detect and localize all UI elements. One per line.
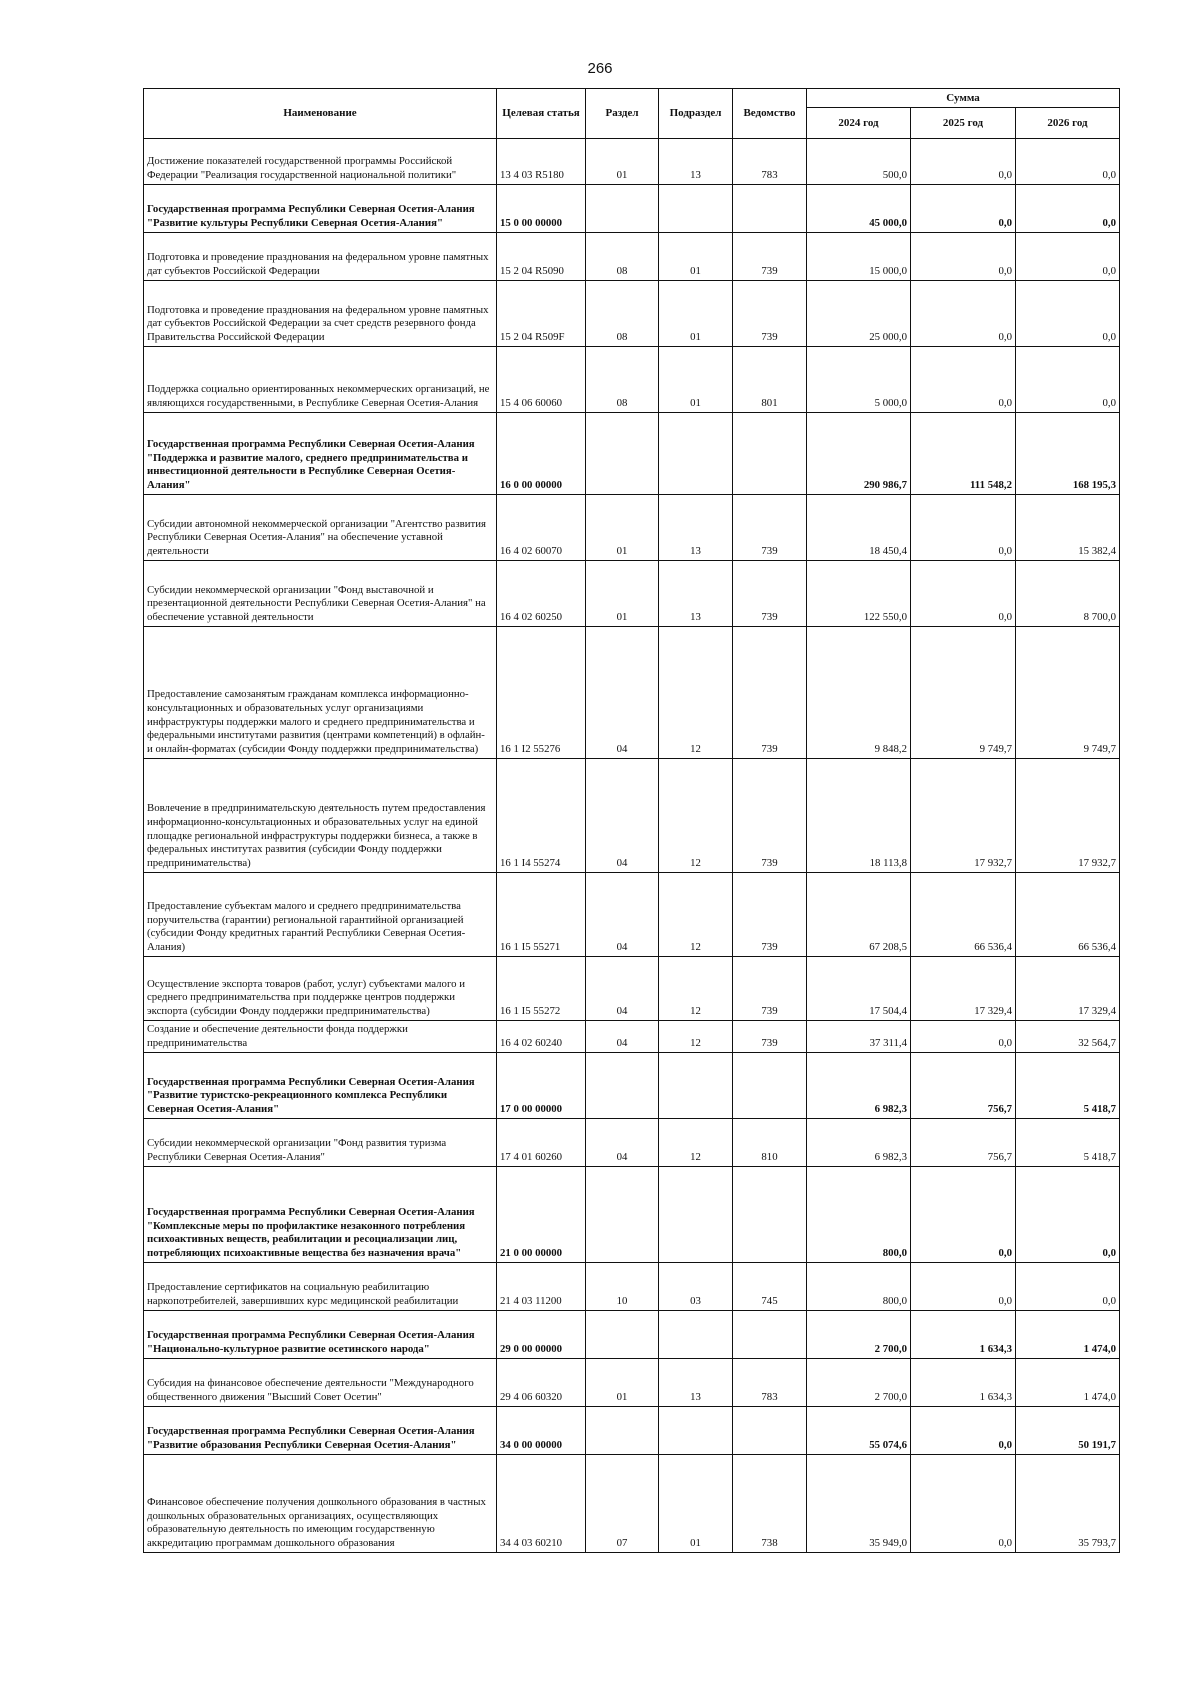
- row-amount-2026: 0,0: [1016, 233, 1120, 281]
- row-amount-2026: 0,0: [1016, 281, 1120, 347]
- row-amount-2026: 0,0: [1016, 1263, 1120, 1311]
- table-row: [144, 185, 1120, 233]
- row-department: [733, 1167, 807, 1263]
- row-department: 801: [733, 347, 807, 413]
- table-row: [144, 139, 1120, 185]
- row-amount-2026: 17 329,4: [1016, 957, 1120, 1021]
- row-subsection: 03: [659, 1263, 733, 1311]
- table-row: [144, 1167, 1120, 1263]
- row-name: Государственная программа Республики Северная Осетия-Алания "Национально-культурное развитие осетинского народа": [144, 1311, 497, 1359]
- row-amount-2025: 0,0: [911, 495, 1016, 561]
- table-row: [144, 759, 1120, 873]
- row-section: 04: [586, 759, 659, 873]
- row-amount-2024: 6 982,3: [807, 1119, 911, 1167]
- row-amount-2024: 55 074,6: [807, 1407, 911, 1455]
- row-amount-2024: 500,0: [807, 139, 911, 185]
- row-amount-2025: 66 536,4: [911, 873, 1016, 957]
- row-target-code: 16 0 00 00000: [497, 413, 586, 495]
- row-amount-2026: 1 474,0: [1016, 1311, 1120, 1359]
- row-department: 738: [733, 1455, 807, 1553]
- row-amount-2025: 756,7: [911, 1119, 1016, 1167]
- row-name: Поддержка социально ориентированных некоммерческих организаций, не являющихся государственными, в Республике Северная Осетия-Алания: [144, 347, 497, 413]
- row-section: [586, 1407, 659, 1455]
- row-section: 10: [586, 1263, 659, 1311]
- row-department: 739: [733, 759, 807, 873]
- row-subsection: 12: [659, 759, 733, 873]
- row-section: 01: [586, 1359, 659, 1407]
- row-section: 01: [586, 495, 659, 561]
- row-section: 07: [586, 1455, 659, 1553]
- row-amount-2024: 122 550,0: [807, 561, 911, 627]
- row-name: Вовлечение в предпринимательскую деятельность путем предоставления информационно-консультационных и образовательных услуг на единой площадке региональной инфраструктуры поддержки бизнеса, а также в федеральных институтах развития (субсидии Фонду поддержки предпринимательства): [144, 759, 497, 873]
- row-section: [586, 413, 659, 495]
- header-2024: 2024 год: [807, 108, 911, 139]
- row-department: [733, 413, 807, 495]
- row-amount-2025: 111 548,2: [911, 413, 1016, 495]
- table-body: [144, 139, 1120, 1553]
- row-amount-2024: 2 700,0: [807, 1359, 911, 1407]
- row-amount-2025: 756,7: [911, 1053, 1016, 1119]
- row-amount-2026: 5 418,7: [1016, 1119, 1120, 1167]
- row-section: 01: [586, 561, 659, 627]
- row-target-code: 17 4 01 60260: [497, 1119, 586, 1167]
- row-subsection: 12: [659, 1021, 733, 1053]
- header-sum: Сумма: [807, 89, 1120, 108]
- row-target-code: 15 0 00 00000: [497, 185, 586, 233]
- row-section: 04: [586, 873, 659, 957]
- row-subsection: [659, 413, 733, 495]
- row-section: 04: [586, 1119, 659, 1167]
- table-row: [144, 413, 1120, 495]
- row-amount-2025: 17 329,4: [911, 957, 1016, 1021]
- table-row: [144, 561, 1120, 627]
- row-amount-2026: 8 700,0: [1016, 561, 1120, 627]
- row-section: [586, 1167, 659, 1263]
- header-department: Ведомство: [733, 89, 807, 139]
- row-section: 01: [586, 139, 659, 185]
- row-department: 739: [733, 281, 807, 347]
- row-section: 08: [586, 233, 659, 281]
- row-amount-2024: 9 848,2: [807, 627, 911, 759]
- row-amount-2024: 18 113,8: [807, 759, 911, 873]
- header-section: Раздел: [586, 89, 659, 139]
- row-amount-2025: 0,0: [911, 185, 1016, 233]
- row-amount-2026: 0,0: [1016, 1167, 1120, 1263]
- row-department: 783: [733, 1359, 807, 1407]
- row-name: Государственная программа Республики Северная Осетия-Алания "Комплексные меры по профилактике незаконного потребления психоактивных веществ, реабилитации и ресоциализации лиц, потребляющих психоактивные вещества без назначения врача": [144, 1167, 497, 1263]
- row-amount-2026: 66 536,4: [1016, 873, 1120, 957]
- row-amount-2024: 800,0: [807, 1167, 911, 1263]
- row-subsection: 01: [659, 1455, 733, 1553]
- row-section: 04: [586, 1021, 659, 1053]
- row-amount-2026: 0,0: [1016, 139, 1120, 185]
- table-row: [144, 1053, 1120, 1119]
- row-department: 783: [733, 139, 807, 185]
- row-name: Подготовка и проведение празднования на федеральном уровне памятных дат субъектов Российской Федерации: [144, 233, 497, 281]
- row-amount-2026: 17 932,7: [1016, 759, 1120, 873]
- row-department: 810: [733, 1119, 807, 1167]
- row-amount-2026: 168 195,3: [1016, 413, 1120, 495]
- row-name: Предоставление самозанятым гражданам комплекса информационно-консультационных и образовательных услуг организациями инфраструктуры поддержки малого и среднего предпринимательства и федеральными институтами развития (центрами компетенций) в офлайн- и онлайн-форматах (субсидии Фонду поддержки предпринимательства): [144, 627, 497, 759]
- row-amount-2024: 37 311,4: [807, 1021, 911, 1053]
- row-department: [733, 1407, 807, 1455]
- row-amount-2025: 0,0: [911, 1021, 1016, 1053]
- row-target-code: 34 0 00 00000: [497, 1407, 586, 1455]
- row-amount-2025: 0,0: [911, 233, 1016, 281]
- row-subsection: 13: [659, 561, 733, 627]
- row-amount-2026: 15 382,4: [1016, 495, 1120, 561]
- row-subsection: 12: [659, 957, 733, 1021]
- row-name: Субсидии некоммерческой организации "Фонд развития туризма Республики Северная Осетия-Алания": [144, 1119, 497, 1167]
- row-name: Предоставление сертификатов на социальную реабилитацию наркопотребителей, завершивших курс медицинской реабилитации: [144, 1263, 497, 1311]
- row-amount-2024: 25 000,0: [807, 281, 911, 347]
- row-subsection: [659, 1167, 733, 1263]
- row-subsection: 12: [659, 1119, 733, 1167]
- row-name: Создание и обеспечение деятельности фонда поддержки предпринимательства: [144, 1021, 497, 1053]
- row-department: 739: [733, 1021, 807, 1053]
- row-amount-2025: 0,0: [911, 281, 1016, 347]
- row-amount-2024: 800,0: [807, 1263, 911, 1311]
- row-target-code: 16 1 I2 55276: [497, 627, 586, 759]
- row-name: Осуществление экспорта товаров (работ, услуг) субъектами малого и среднего предпринимательства при поддержке центров поддержки экспорта (субсидии Фонду поддержки предпринимательства): [144, 957, 497, 1021]
- row-amount-2026: 50 191,7: [1016, 1407, 1120, 1455]
- row-section: [586, 1311, 659, 1359]
- row-amount-2025: 17 932,7: [911, 759, 1016, 873]
- row-target-code: 21 4 03 11200: [497, 1263, 586, 1311]
- row-name: Государственная программа Республики Северная Осетия-Алания "Развитие туристско-рекреационного комплекса Республики Северная Осетия-Алания": [144, 1053, 497, 1119]
- row-amount-2025: 0,0: [911, 1167, 1016, 1263]
- row-department: 739: [733, 561, 807, 627]
- row-amount-2026: 0,0: [1016, 185, 1120, 233]
- row-target-code: 15 2 04 R509F: [497, 281, 586, 347]
- row-section: 08: [586, 281, 659, 347]
- row-subsection: 13: [659, 139, 733, 185]
- row-subsection: 13: [659, 495, 733, 561]
- row-name: Подготовка и проведение празднования на федеральном уровне памятных дат субъектов Российской Федерации за счет средств резервного фонда Правительства Российской Федерации: [144, 281, 497, 347]
- row-section: 04: [586, 957, 659, 1021]
- row-target-code: 34 4 03 60210: [497, 1455, 586, 1553]
- table-row: [144, 1021, 1120, 1053]
- table-row: [144, 1455, 1120, 1553]
- row-amount-2025: 0,0: [911, 139, 1016, 185]
- row-department: 739: [733, 627, 807, 759]
- row-amount-2026: 1 474,0: [1016, 1359, 1120, 1407]
- row-target-code: 16 4 02 60240: [497, 1021, 586, 1053]
- row-amount-2024: 18 450,4: [807, 495, 911, 561]
- row-amount-2024: 67 208,5: [807, 873, 911, 957]
- row-name: Субсидии автономной некоммерческой организации "Агентство развития Республики Северная Осетия-Алания" на обеспечение уставной деятельности: [144, 495, 497, 561]
- table-row: [144, 233, 1120, 281]
- row-department: 745: [733, 1263, 807, 1311]
- row-amount-2025: 0,0: [911, 1407, 1016, 1455]
- row-subsection: [659, 185, 733, 233]
- row-section: [586, 1053, 659, 1119]
- row-amount-2024: 17 504,4: [807, 957, 911, 1021]
- row-subsection: 12: [659, 627, 733, 759]
- row-amount-2026: 9 749,7: [1016, 627, 1120, 759]
- row-target-code: 16 1 I4 55274: [497, 759, 586, 873]
- row-subsection: [659, 1407, 733, 1455]
- row-subsection: 01: [659, 281, 733, 347]
- row-target-code: 17 0 00 00000: [497, 1053, 586, 1119]
- row-amount-2024: 15 000,0: [807, 233, 911, 281]
- row-amount-2025: 0,0: [911, 561, 1016, 627]
- row-name: Государственная программа Республики Северная Осетия-Алания "Развитие культуры Республики Северная Осетия-Алания": [144, 185, 497, 233]
- row-amount-2024: 45 000,0: [807, 185, 911, 233]
- row-name: Государственная программа Республики Северная Осетия-Алания "Развитие образования Республики Северная Осетия-Алания": [144, 1407, 497, 1455]
- row-amount-2026: 35 793,7: [1016, 1455, 1120, 1553]
- table-row: [144, 957, 1120, 1021]
- row-amount-2025: 0,0: [911, 1455, 1016, 1553]
- row-department: 739: [733, 233, 807, 281]
- row-subsection: 01: [659, 347, 733, 413]
- row-name: Субсидия на финансовое обеспечение деятельности "Международного общественного движения "Высший Совет Осетин": [144, 1359, 497, 1407]
- row-target-code: 15 4 06 60060: [497, 347, 586, 413]
- row-name: Субсидии некоммерческой организации "Фонд выставочной и презентационной деятельности Республики Северная Осетия-Алания" на обеспечение уставной деятельности: [144, 561, 497, 627]
- budget-table: [143, 88, 1120, 1553]
- row-department: 739: [733, 495, 807, 561]
- row-target-code: 16 4 02 60070: [497, 495, 586, 561]
- row-name: Государственная программа Республики Северная Осетия-Алания "Поддержка и развитие малого, среднего предпринимательства и инвестиционной деятельности в Республике Северная Осетия-Алания": [144, 413, 497, 495]
- header-name: Наименование: [144, 89, 497, 139]
- row-target-code: 29 4 06 60320: [497, 1359, 586, 1407]
- row-target-code: 16 1 I5 55272: [497, 957, 586, 1021]
- row-amount-2024: 5 000,0: [807, 347, 911, 413]
- row-amount-2025: 0,0: [911, 347, 1016, 413]
- table-row: [144, 347, 1120, 413]
- row-amount-2024: 6 982,3: [807, 1053, 911, 1119]
- header-2025: 2025 год: [911, 108, 1016, 139]
- row-amount-2026: 32 564,7: [1016, 1021, 1120, 1053]
- table-row: [144, 495, 1120, 561]
- table-row: [144, 1407, 1120, 1455]
- row-target-code: 29 0 00 00000: [497, 1311, 586, 1359]
- table-row: [144, 1263, 1120, 1311]
- table-row: [144, 281, 1120, 347]
- row-amount-2024: 290 986,7: [807, 413, 911, 495]
- row-amount-2026: 5 418,7: [1016, 1053, 1120, 1119]
- header-2026: 2026 год: [1016, 108, 1120, 139]
- row-department: [733, 1311, 807, 1359]
- row-department: [733, 1053, 807, 1119]
- table-row: [144, 1119, 1120, 1167]
- row-department: 739: [733, 873, 807, 957]
- page-number: 266: [587, 60, 613, 77]
- row-section: 08: [586, 347, 659, 413]
- row-amount-2024: 2 700,0: [807, 1311, 911, 1359]
- row-department: [733, 185, 807, 233]
- row-target-code: 13 4 03 R5180: [497, 139, 586, 185]
- table-row: [144, 873, 1120, 957]
- row-subsection: [659, 1053, 733, 1119]
- row-amount-2026: 0,0: [1016, 347, 1120, 413]
- row-section: 04: [586, 627, 659, 759]
- row-section: [586, 185, 659, 233]
- table-row: [144, 1311, 1120, 1359]
- row-name: Достижение показателей государственной программы Российской Федерации "Реализация государственной национальной политики": [144, 139, 497, 185]
- row-subsection: [659, 1311, 733, 1359]
- header-target: Целевая статья: [497, 89, 586, 139]
- row-amount-2024: 35 949,0: [807, 1455, 911, 1553]
- row-name: Предоставление субъектам малого и среднего предпринимательства поручительства (гарантии) региональной гарантийной организацией (субсидии Фонду кредитных гарантий Республики Северная Осетия-Алания): [144, 873, 497, 957]
- row-subsection: 01: [659, 233, 733, 281]
- row-target-code: 16 4 02 60250: [497, 561, 586, 627]
- header-subsection: Подраздел: [659, 89, 733, 139]
- row-target-code: 15 2 04 R5090: [497, 233, 586, 281]
- row-amount-2025: 0,0: [911, 1263, 1016, 1311]
- row-amount-2025: 9 749,7: [911, 627, 1016, 759]
- row-amount-2025: 1 634,3: [911, 1359, 1016, 1407]
- row-target-code: 21 0 00 00000: [497, 1167, 586, 1263]
- row-target-code: 16 1 I5 55271: [497, 873, 586, 957]
- row-subsection: 12: [659, 873, 733, 957]
- row-department: 739: [733, 957, 807, 1021]
- row-subsection: 13: [659, 1359, 733, 1407]
- row-name: Финансовое обеспечение получения дошкольного образования в частных дошкольных образовательных организациях, осуществляющих образовательную деятельность по имеющим государственную аккредитацию программам дошкольного образования: [144, 1455, 497, 1553]
- table-row: [144, 627, 1120, 759]
- row-amount-2025: 1 634,3: [911, 1311, 1016, 1359]
- table-row: [144, 1359, 1120, 1407]
